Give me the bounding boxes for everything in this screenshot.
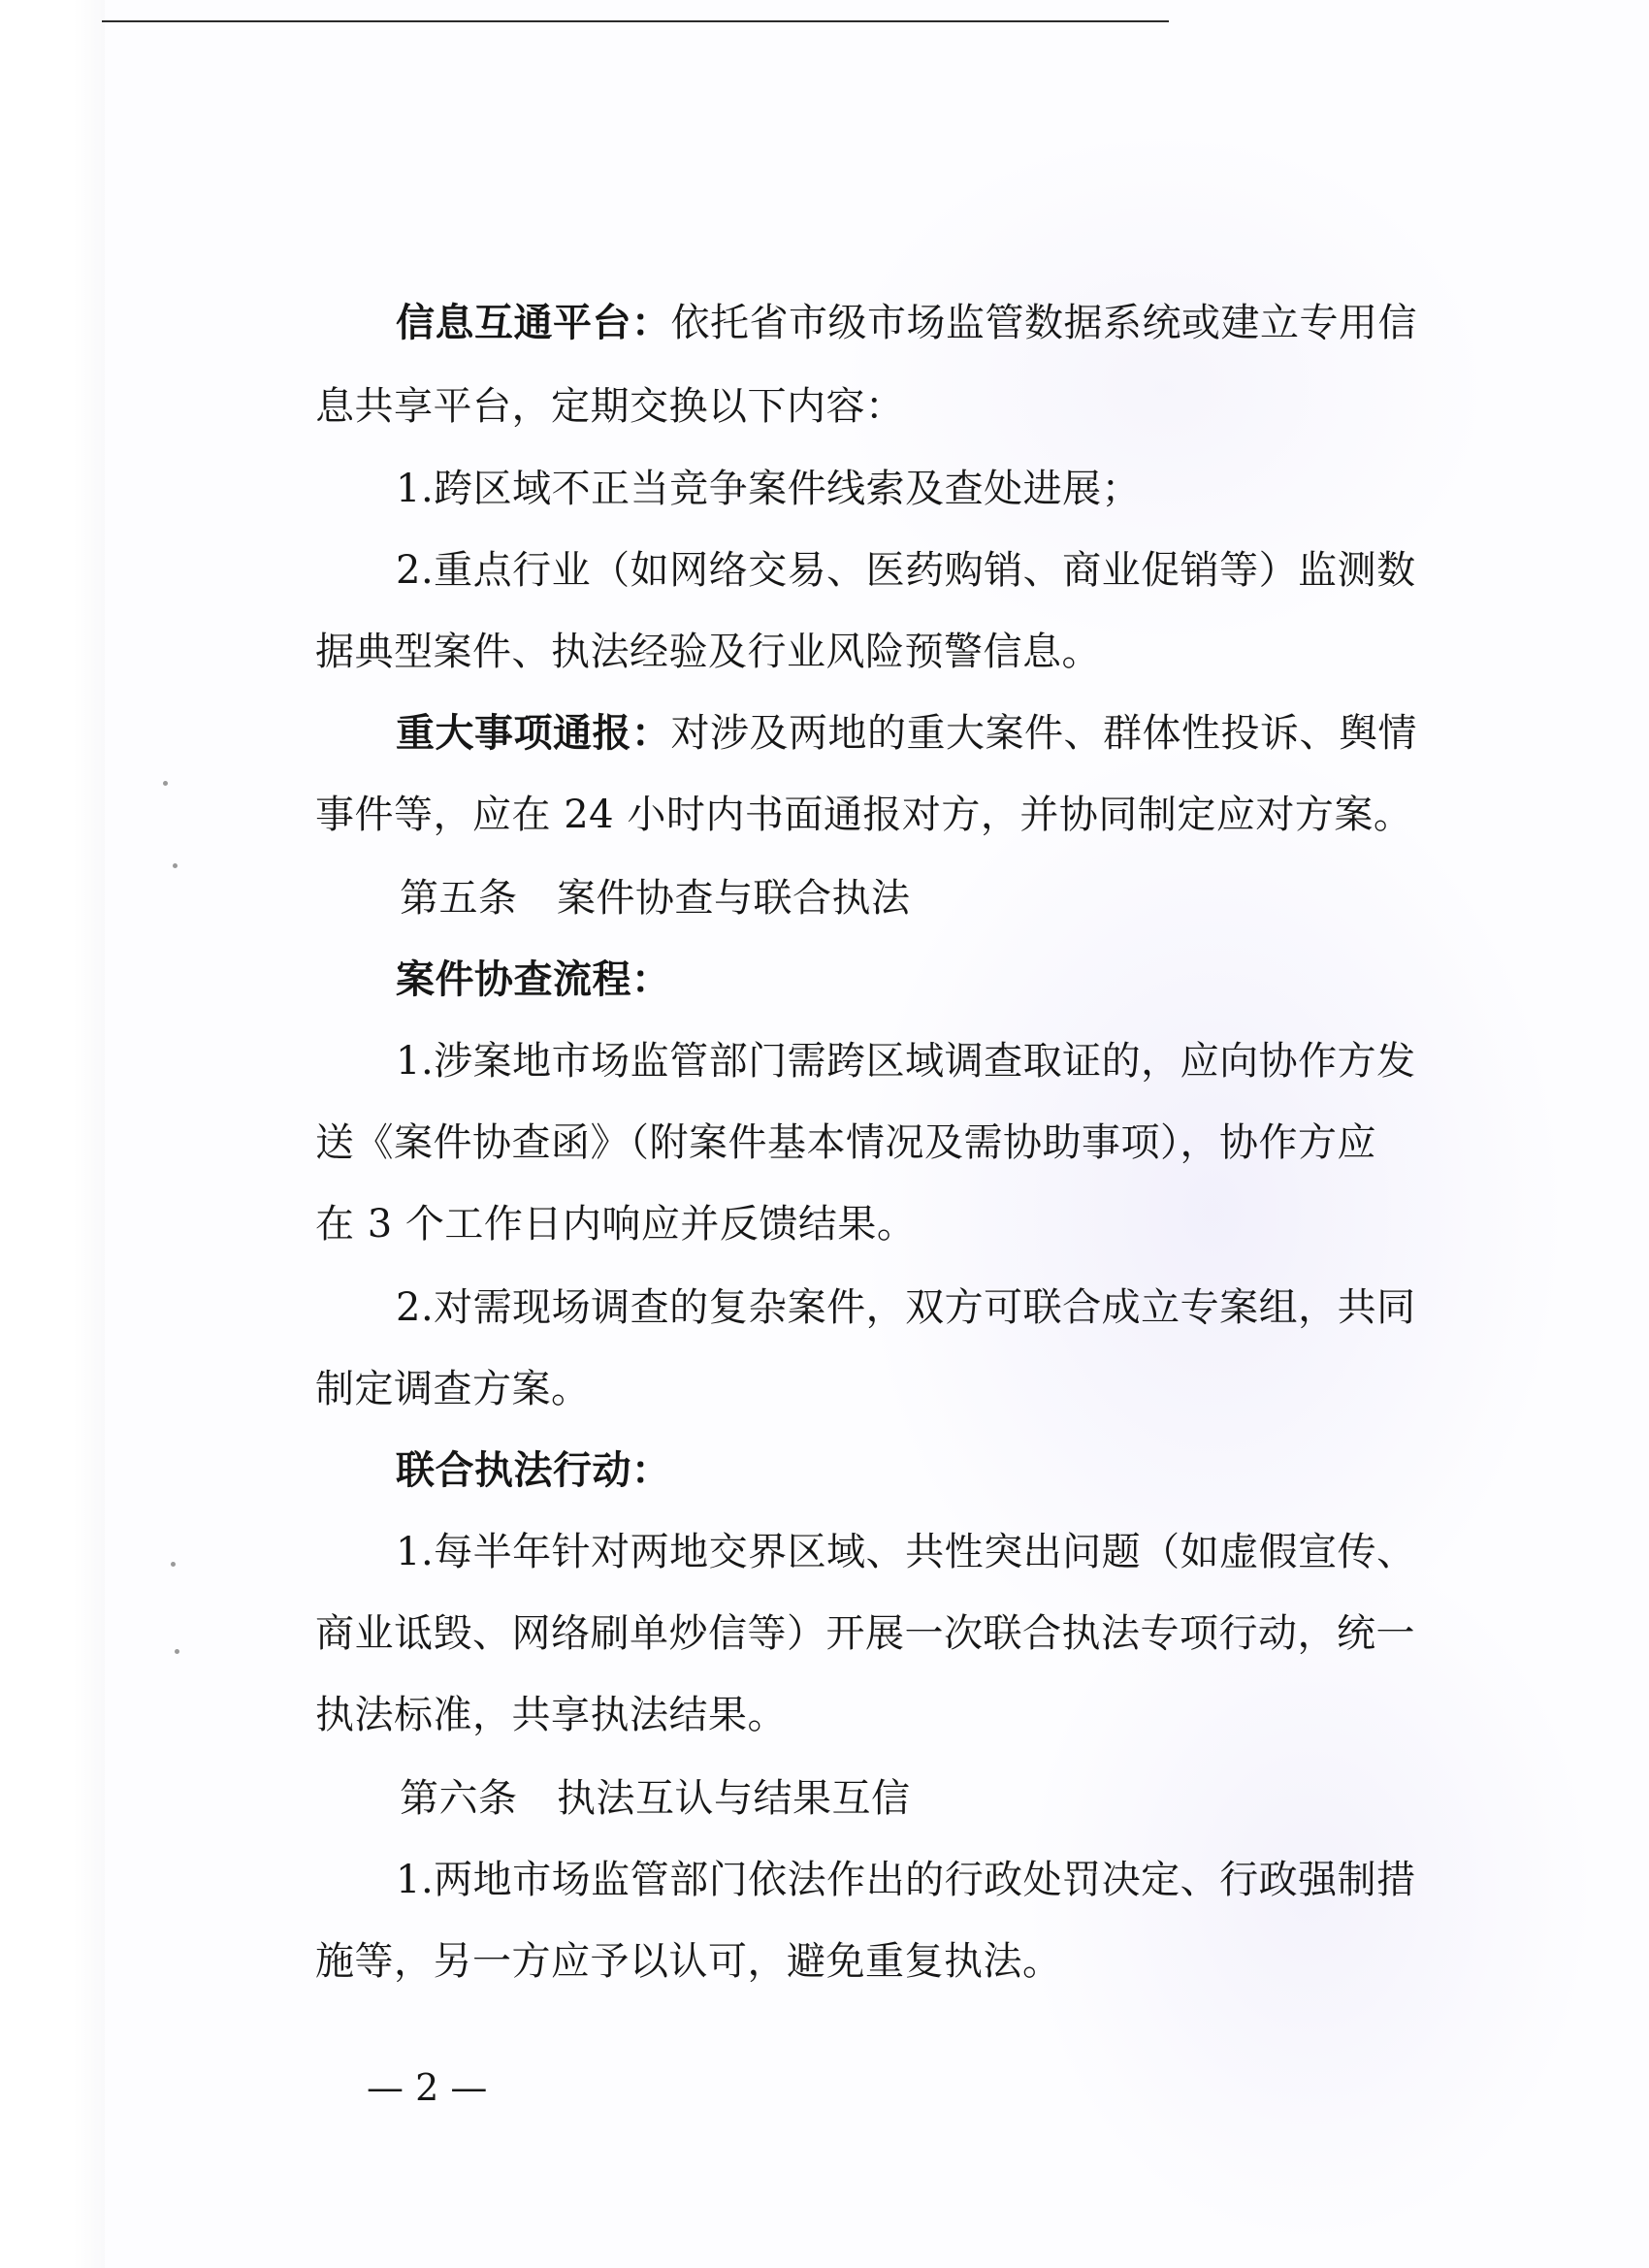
punch-mark (175, 1649, 179, 1654)
paragraph-line: 送《案件协查函》（附案件基本情况及需协助事项），协作方应 (315, 1120, 1376, 1165)
paragraph-line: 2.对需现场调查的复杂案件，双方可联合成立专案组，共同 (396, 1285, 1416, 1330)
section-heading: 案件协查流程： (396, 956, 671, 1002)
paragraph-line: 据典型案件、执法经验及行业风险预警信息。 (315, 630, 1101, 674)
paragraph-line: 施等，另一方应予以认可，避免重复执法。 (315, 1939, 1062, 1984)
punch-mark (173, 863, 178, 868)
top-edge-rule (102, 20, 1169, 22)
paragraph-line: 制定调查方案。 (315, 1367, 591, 1411)
section-heading: 联合执法行动： (396, 1447, 671, 1493)
page-number: — 2 — (367, 2066, 488, 2109)
paragraph-line: 1.每半年针对两地交界区域、共性突出问题（如虚假宣传、 (396, 1530, 1416, 1574)
section-heading: 重大事项通报： (396, 710, 671, 756)
article-title: 第五条 案件协查与联合执法 (400, 876, 911, 921)
paragraph-line: 1.涉案地市场监管部门需跨区域调查取证的，应向协作方发 (396, 1039, 1416, 1084)
paragraph-line: 息共享平台，定期交换以下内容： (315, 384, 905, 429)
paragraph-line (396, 1447, 671, 1493)
paragraph-line: 事件等，应在 24 小时内书面通报对方，并协同制定应对方案。 (315, 793, 1413, 837)
article-title: 第六条 执法互认与结果互信 (400, 1776, 911, 1821)
paragraph-line: 执法标准，共享执法结果。 (315, 1693, 787, 1737)
paragraph-line: 信息互通平台：依托省市级市场监管数据系统或建立专用信 (396, 300, 1417, 345)
scan-edge (0, 0, 105, 2268)
paragraph-line (396, 956, 671, 1002)
punch-mark (171, 1562, 176, 1567)
paragraph-line: 商业诋毁、网络刷单炒信等）开展一次联合执法专项行动，统一 (315, 1611, 1415, 1656)
paragraph-line: 2.重点行业（如网络交易、医药购销、商业促销等）监测数 (396, 548, 1416, 593)
paragraph-line: 1.两地市场监管部门依法作出的行政处罚决定、行政强制措 (396, 1858, 1416, 1902)
section-heading: 信息互通平台： (396, 300, 671, 345)
paragraph-line: 在 3 个工作日内响应并反馈结果。 (315, 1202, 917, 1247)
punch-mark (163, 781, 168, 786)
paragraph-line: 1.跨区域不正当竞争案件线索及查处进展； (396, 467, 1142, 511)
paragraph-line: 重大事项通报：对涉及两地的重大案件、群体性投诉、舆情 (396, 710, 1417, 756)
